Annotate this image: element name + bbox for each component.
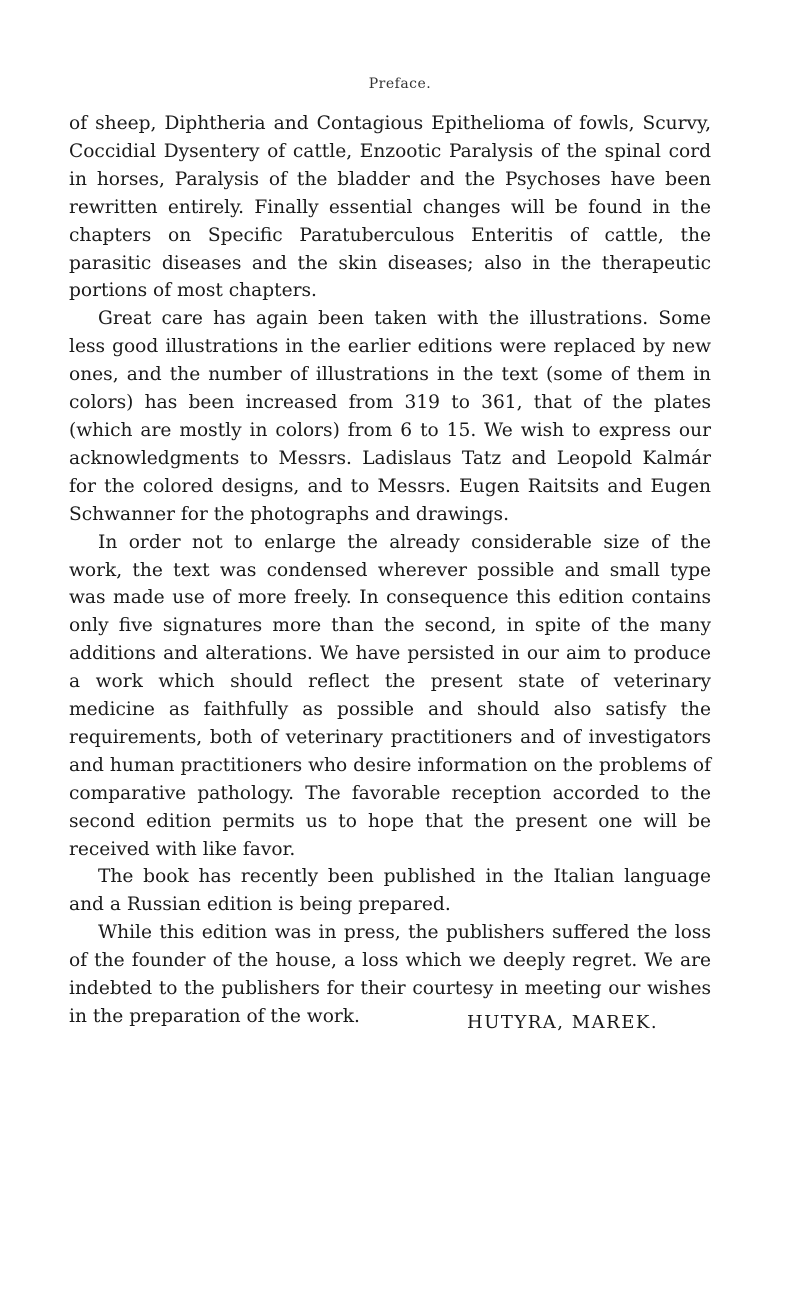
paragraph-condensed-text: In order not to enlarge the already considerable size of the work, the text was condensed wherever possible and small type was made use of more freely. In consequence this edition contains only five signatures more than the second, in spite of the many additions and alterations. We have persisted in our aim to produce a work which should reflect the present state of veterinary medicine as faithfully as possible and should also satisfy the requirements, both of veterinary practitioners and of investigators and human practitioners who desire information on the problems of comparative pathology. The favorable reception accorded to the second edition permits us to hope that the present one will be received with like favor. xyxy=(69,531,711,860)
running-head: Preface. xyxy=(368,76,432,92)
author-signature: HUTYRA, MAREK. xyxy=(467,1012,659,1033)
paragraph-continued: of sheep, Diphtheria and Contagious Epithelioma of fowls, Scurvy, Coccidial Dysentery of cattle, Enzootic Paralysis of the spinal cord in horses, Paralysis of the bladder and the Psychoses have been rewritten entirely. Finally essential changes will be found in the chapters on Specific Paratuberculous Enteritis of cattle, the parasitic diseases and the skin diseases; also in the therapeutic portions of most chapters. xyxy=(69,113,711,302)
preface-body xyxy=(69,110,711,1031)
paragraph-illustrations: Great care has again been taken with the illustrations. Some less good illustrations in the earlier editions were replaced by new ones, and the number of illustrations in the text (some of them in colors) has been increased from 319 to 361, that of the plates (which are mostly in colors) from 6 to 15. We wish to express our acknowledgments to Messrs. Ladislaus Tatz and Leopold Kalmár for the colored designs, and to Messrs. Eugen Raitsits and Eugen Schwanner for the photographs and drawings. xyxy=(69,308,711,525)
paragraph-translations: The book has recently been published in the Italian language and a Russian edition is being prepared. xyxy=(69,866,711,916)
paragraph-publishers: While this edition was in press, the publishers suffered the loss of the founder of the house, a loss which we deeply regret. We are indebted to the publishers for their courtesy in meeting our wishes in the preparation of the work. xyxy=(69,922,711,1027)
